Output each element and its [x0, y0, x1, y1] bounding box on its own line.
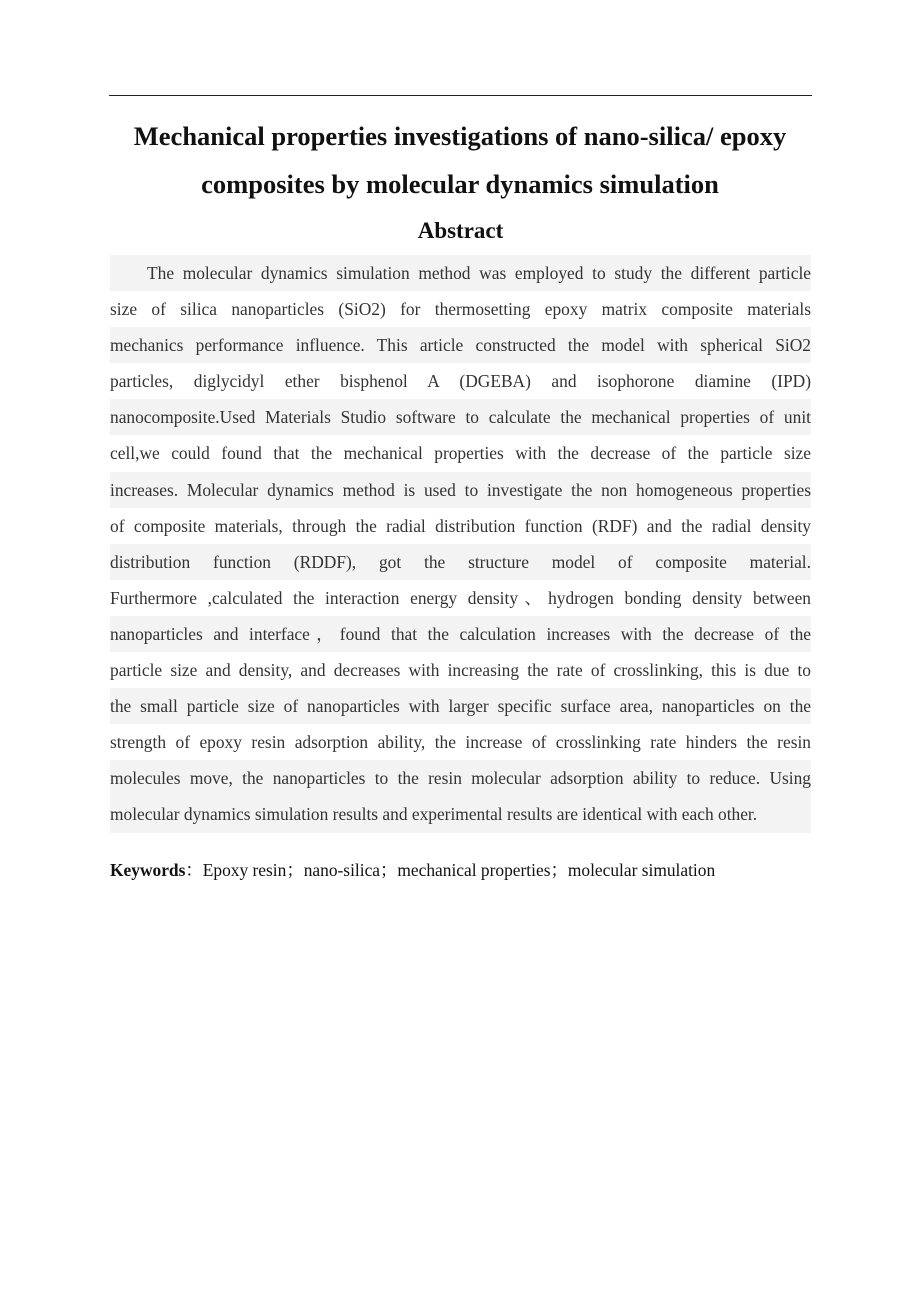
- title-line-2: composites by molecular dynamics simulation: [201, 169, 719, 199]
- title-line-1: Mechanical properties investigations of nano-silica/ epoxy: [133, 121, 787, 151]
- abstract-line: molecules move, the nanoparticles to the resin molecular adsorption ability to reduce. Using: [110, 760, 811, 796]
- abstract-line: mechanics performance influence. This article constructed the model with spherical SiO2: [110, 327, 811, 363]
- abstract-line: distribution function (RDDF), got the structure model of composite material.: [110, 544, 811, 580]
- keywords-text: Epoxy resin；nano-silica；mechanical properties；molecular simulation: [202, 860, 716, 880]
- paper-title: [100, 112, 820, 208]
- abstract-line: cell,we could found that the mechanical properties with the decrease of the particle size: [110, 443, 811, 464]
- abstract-heading: Abstract: [417, 218, 504, 243]
- keywords-label: Keywords: [110, 860, 186, 880]
- abstract-line: size of silica nanoparticles (SiO2) for thermosetting epoxy matrix composite materials: [110, 299, 811, 320]
- abstract-line: the small particle size of nanoparticles with larger specific surface area, nanoparticles on the: [110, 688, 811, 724]
- abstract-line: particle size and density, and decreases with increasing the rate of crosslinking, this is due to: [110, 660, 811, 681]
- abstract-line: Furthermore ,calculated the interaction energy density、hydrogen bonding density between: [110, 587, 811, 608]
- abstract-line: particles, diglycidyl ether bisphenol A (DGEBA) and isophorone diamine (IPD): [110, 371, 811, 392]
- header-rule: [109, 95, 812, 96]
- keywords-line: [110, 856, 811, 884]
- abstract-line: molecular dynamics simulation results and experimental results are identical with each other.: [110, 796, 811, 832]
- abstract-line: of composite materials, through the radial distribution function (RDF) and the radial density: [110, 515, 811, 536]
- abstract-body: [110, 255, 811, 833]
- abstract-line: increases. Molecular dynamics method is used to investigate the non homogeneous properties: [110, 472, 811, 508]
- abstract-line: The molecular dynamics simulation method was employed to study the different particle: [110, 255, 811, 291]
- abstract-line: strength of epoxy resin adsorption ability, the increase of crosslinking rate hinders the resin: [110, 732, 811, 753]
- abstract-line: nanocomposite.Used Materials Studio software to calculate the mechanical properties of unit: [110, 399, 811, 435]
- abstract-line: nanoparticles and interface，found that the calculation increases with the decrease of the: [110, 616, 811, 652]
- keywords-separator: ：: [185, 860, 203, 880]
